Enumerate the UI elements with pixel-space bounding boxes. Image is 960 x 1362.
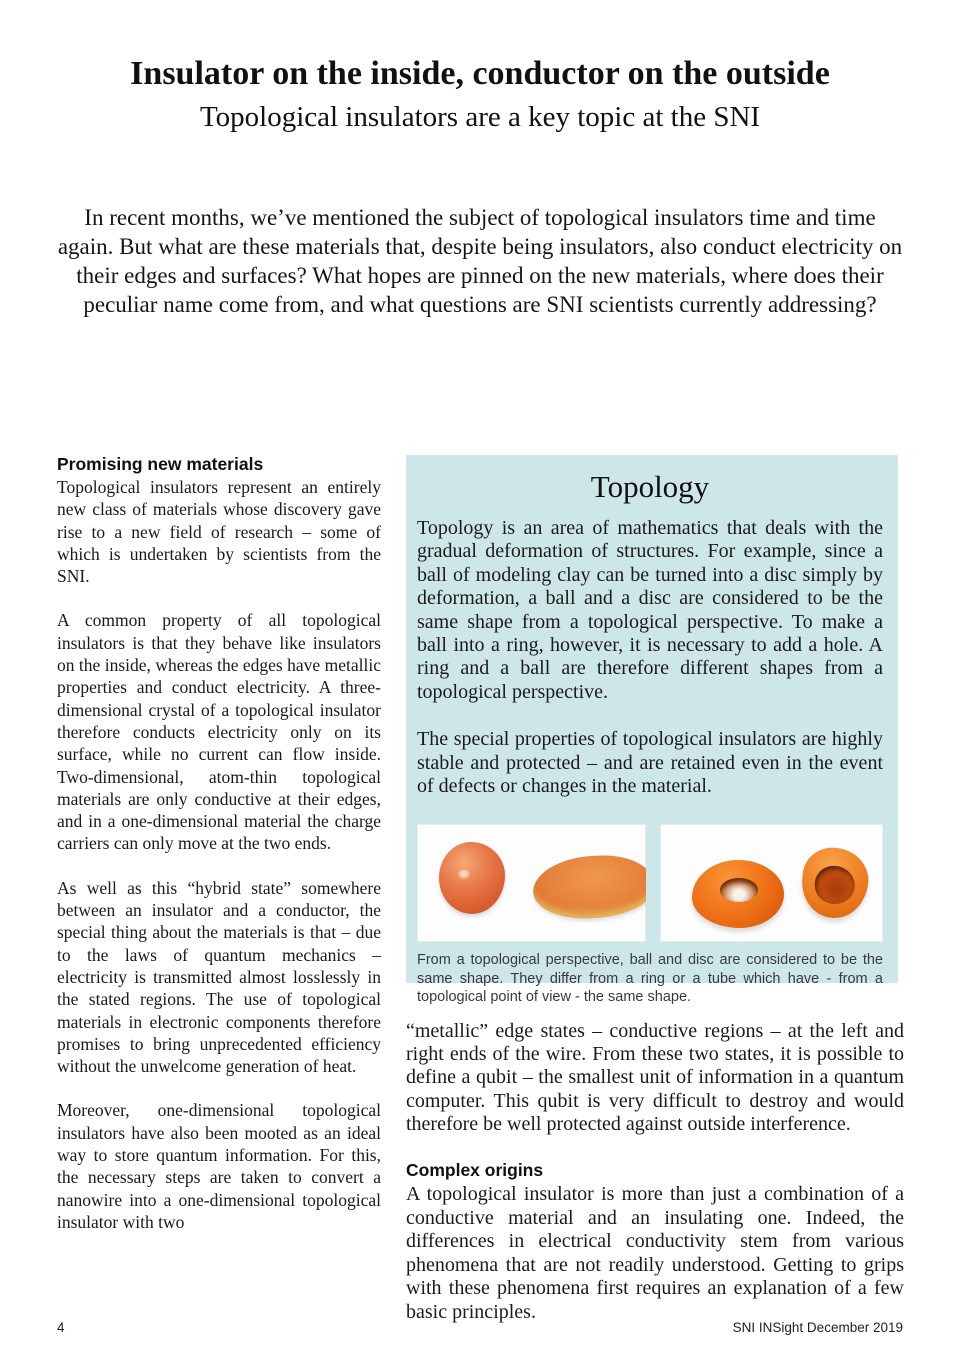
right-column (406, 1020, 904, 1325)
ring-tube-photo (660, 824, 883, 942)
clay-photo-row (417, 824, 883, 942)
left-column-paragraph: Topological insulators represent an entirely new class of materials whose discovery gave rise to a new field of research – some of which is undertaken by scientists from the SNI. (57, 477, 381, 587)
clay-tube-image (799, 845, 872, 922)
right-column-paragraph: A topological insulator is more than just a combination of a conductive material and an insulating one. Indeed, the differences in electrical conductivity stem from various phenomena that are not readily understood. Getting to grips with these phenomena first requires an explanation of a few basic principles. (406, 1183, 904, 1323)
page-number: 4 (57, 1320, 65, 1335)
page-footer (57, 1320, 903, 1335)
clay-ball-image (439, 842, 505, 914)
ball-disc-photo (417, 824, 646, 942)
tube-hole (813, 864, 857, 906)
page-subtitle: Topological insulators are a key topic at the SNI (199, 101, 761, 134)
clay-ring-image (692, 860, 784, 928)
topology-info-box (406, 455, 898, 1006)
left-column-paragraph: A common property of all topological insulators is that they behave like insulators on the inside, whereas the edges have metallic properties and conduct electricity. A three-dimensional crystal of a topological insulator therefore conducts electricity only on its surface, while no current can flow inside. Two-dimensional, atom-thin topological materials are only conductive at their edges, and in a one-dimensional material the charge carriers can only move at the two ends. (57, 610, 381, 854)
left-column (57, 453, 381, 1255)
topology-box-paragraph: Topology is an area of mathematics that deals with the gradual deformation of structures. For example, since a ball of modeling clay can be turned into a disc simply by deformation, a ball and a disc are considered to be the same shape from a topological perspective. To make a ball into a ring, however, it is necessary to add a hole. A ring and a ball are therefore different shapes from a topological perspective. (417, 517, 883, 703)
publication-name: SNI INSight December 2019 (732, 1320, 903, 1335)
section-heading-promising-new-materials: Promising new materials (57, 454, 264, 474)
page-title: Insulator on the inside, conductor on the outside (130, 55, 830, 92)
topology-box-paragraph: The special properties of topological insulators are highly stable and protected – and are retained even in the event of defects or changes in the material. (417, 728, 883, 798)
left-column-paragraph: As well as this “hybrid state” somewhere between an insulator and a conductor, the special thing about the materials is that – due to the laws of quantum mechanics – electricity is transmitted almost losslessly in the stated regions. The use of topological materials in electronic components therefore promises to bring unprecedented efficiency without the unwelcome generation of heat. (57, 877, 381, 1077)
topology-box-title: Topology (590, 469, 710, 504)
right-column-continuation: “metallic” edge states – conductive regions – at the left and right ends of the wire. From these two states, it is possible to define a qubit – the smallest unit of information in a quantum computer. This qubit is very difficult to destroy and would therefore be well protected against outside interference. (406, 1020, 904, 1135)
intro-paragraph: In recent months, we’ve mentioned the subject of topological insulators time and time again. But what are these materials that, despite being insulators, also conduct electricity on their edges and surfaces? What hopes are pinned on the new materials, where does their peculiar name come from, and what questions are SNI scientists currently addressing? (57, 205, 903, 317)
section-heading-complex-origins: Complex origins (406, 1160, 544, 1181)
clay-disc-image (531, 852, 646, 922)
headline-block (0, 54, 960, 135)
ring-hole (720, 878, 758, 902)
left-column-paragraph: Moreover, one-dimensional topological insulators have also been mooted as an ideal way to store quantum information. For this, the necessary steps are taken to convert a nanowire into a one-dimensional topological insulator with two (57, 1100, 381, 1232)
photo-caption: From a topological perspective, ball and disc are considered to be the same shape. They differ from a ring or a tube which have - from a topological point of view - the same shape. (417, 952, 883, 1006)
